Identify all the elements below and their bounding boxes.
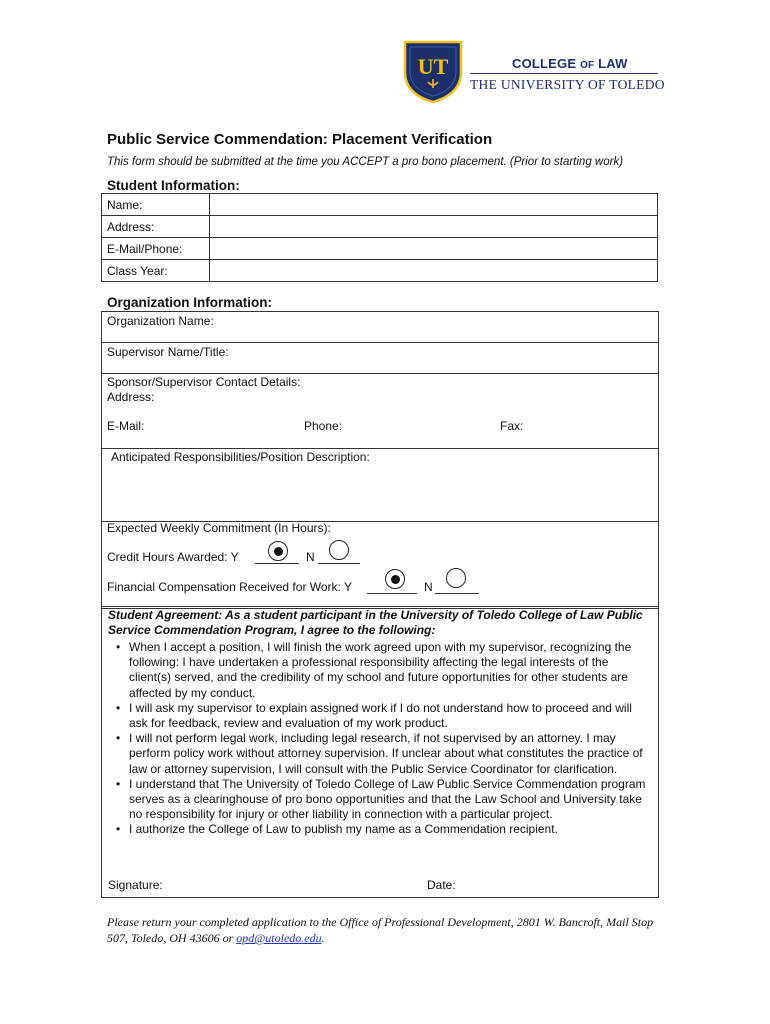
supervisor-label: Supervisor Name/Title: [107,345,229,359]
student-row-class-year [102,260,658,282]
name-field[interactable] [210,194,658,216]
class-year-label: Class Year: [102,260,210,282]
email-phone-field[interactable] [210,238,658,260]
agreement-item: • I understand that The University of Toledo College of Law Public Service Commendation program serves as a clearinghouse of pro bono opportunities and that the Law School and University take no responsibility for injury or other liability in connection with a particular project. [108,777,648,823]
logo-divider [470,73,658,74]
responsibilities-field[interactable] [102,449,658,522]
date-label: Date: [427,878,456,892]
contact-details-label: Sponsor/Supervisor Contact Details: [107,375,301,389]
organization-info-box [101,311,659,609]
address-label: Address: [102,216,210,238]
credit-hours-label: Credit Hours Awarded: Y [107,550,239,564]
weekly-commitment-label: Expected Weekly Commitment (In Hours): [107,521,331,535]
shield-letters: UT [417,54,449,79]
name-label: Name: [102,194,210,216]
email-phone-label: E-Mail/Phone: [102,238,210,260]
college-of-law-wordmark: COLLEGE OF LAW [512,56,628,71]
org-name-label: Organization Name: [107,314,214,328]
contact-email-link[interactable]: opd@utoledo.edu [236,931,322,945]
agreement-heading: Student Agreement: As a student participant in the University of Toledo College of Law Public Service Commendation Program, I agree to the following: [108,608,643,637]
university-wordmark: THE UNIVERSITY OF TOLEDO [470,77,665,92]
form-subtitle: This form should be submitted at the time you ACCEPT a pro bono placement. (Prior to starting work) [107,156,624,168]
email-label: E-Mail: [107,419,145,433]
class-year-field[interactable] [210,260,658,282]
ut-shield-logo [402,38,464,104]
student-row-email-phone [102,238,658,260]
fax-label: Fax: [500,419,524,433]
responsibilities-label: Anticipated Responsibilities/Position Description: [111,450,370,464]
date-field[interactable] [462,873,642,893]
agreement-item: • I will ask my supervisor to explain assigned work if I do not understand how to proceed and will ask for feedback, review and evaluation of my work product. [108,701,648,731]
compensation-no-label: N [424,580,433,594]
student-agreement-box [101,606,659,898]
signature-field[interactable] [182,873,412,893]
agreement-item: • I authorize the College of Law to publish my name as a Commendation recipient. [108,822,648,837]
agreement-list [108,640,648,838]
agreement-item: • When I accept a position, I will finish the work agreed upon with my supervisor, recognizing the following: I have undertaken a professional responsibility affecting the legal interests of the client(s) served, and the credibility of my school and future opportunities for other students are affected by my conduct. [108,640,648,701]
supervisor-field[interactable] [102,343,658,374]
compensation-label: Financial Compensation Received for Work: Y [107,580,353,594]
student-row-name [102,194,658,216]
return-instructions: Please return your completed application to the Office of Professional Development, 2801 W. Bancroft, Mail Stop 507, Toledo, OH 43606 or opd@utoledo.edu. [107,915,654,945]
credit-no-label: N [306,550,315,564]
address-field[interactable] [210,216,658,238]
student-row-address [102,216,658,238]
form-title: Public Service Commendation: Placement Verification [107,131,493,148]
phone-label: Phone: [304,419,343,433]
agreement-item: • I will not perform legal work, including legal research, if not supervised by an attorney. I may perform policy work without attorney supervision. If unclear about what constitutes the practice of law or attorney supervision, I will consult with the Public Service Coordinator for clarification. [108,731,648,777]
signature-label: Signature: [108,878,163,892]
organization-section-heading: Organization Information: [107,295,272,310]
compensation-yes-radio[interactable] [385,569,405,589]
credit-no-radio[interactable] [329,540,349,560]
contact-details-field[interactable] [102,374,658,449]
credit-yes-radio[interactable] [268,541,288,561]
contact-address-label: Address: [107,390,155,404]
org-name-field[interactable] [102,312,658,343]
student-section-heading: Student Information: [107,178,240,193]
student-info-table [101,193,658,282]
compensation-no-radio[interactable] [446,568,466,588]
